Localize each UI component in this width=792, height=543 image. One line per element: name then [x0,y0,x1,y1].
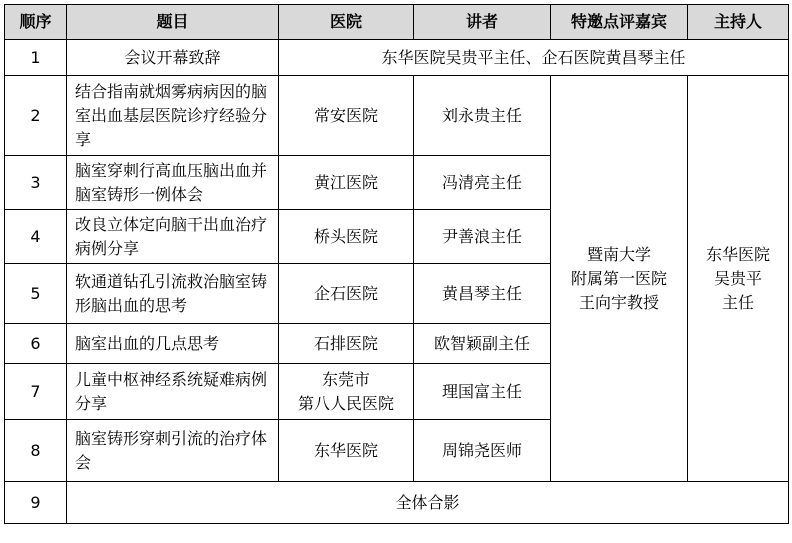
opening-speakers-cell: 东华医院吴贵平主任、企石医院黄昌琴主任 [279,40,789,76]
row-number: 7 [5,364,67,420]
row-number: 5 [5,264,67,324]
host-line: 东华医院 [705,244,770,264]
host-cell [688,76,789,482]
hospital-cell [279,364,414,420]
row-number: 6 [5,324,67,364]
hospital-line: 第八人民医院 [297,393,394,413]
speaker-cell: 尹善浪主任 [414,210,551,264]
topic-cell: 改良立体定向脑干出血治疗病例分享 [67,210,279,264]
hospital-cell: 石排医院 [279,324,414,364]
row-number: 8 [5,420,67,482]
row-number: 9 [5,482,67,524]
topic-cell: 脑室穿刺行高血压脑出血并脑室铸形一例体会 [67,156,279,210]
table-row [5,76,789,156]
hospital-cell: 桥头医院 [279,210,414,264]
header-speaker: 讲者 [414,5,551,40]
hospital-cell: 常安医院 [279,76,414,156]
topic-cell: 会议开幕致辞 [67,40,279,76]
row-number: 4 [5,210,67,264]
header-order: 顺序 [5,5,67,40]
guest-line: 暨南大学 [586,244,651,264]
header-guest: 特邀点评嘉宾 [551,5,688,40]
topic-cell: 脑室铸形穿刺引流的治疗体会 [67,420,279,482]
topic-cell: 脑室出血的几点思考 [67,324,279,364]
row-number: 3 [5,156,67,210]
host-line: 主任 [721,292,754,312]
topic-cell: 儿童中枢神经系统疑难病例分享 [67,364,279,420]
speaker-cell: 冯清亮主任 [414,156,551,210]
header-row [5,5,789,40]
topic-cell: 软通道钻孔引流救治脑室铸形脑出血的思考 [67,264,279,324]
hospital-cell: 东华医院 [279,420,414,482]
guest-line: 王向宇教授 [578,292,659,312]
schedule-table [4,4,789,524]
hospital-line: 东莞市 [321,369,370,389]
host-line: 吴贵平 [713,268,762,288]
hospital-cell: 黄江医院 [279,156,414,210]
guest-line: 附属第一医院 [570,268,667,288]
group-photo-cell: 全体合影 [67,482,789,524]
table-row [5,40,789,76]
row-number: 2 [5,76,67,156]
speaker-cell: 黄昌琴主任 [414,264,551,324]
topic-cell: 结合指南就烟雾病病因的脑室出血基层医院诊疗经验分享 [67,76,279,156]
header-hospital: 医院 [279,5,414,40]
speaker-cell: 理国富主任 [414,364,551,420]
header-host: 主持人 [688,5,789,40]
speaker-cell: 欧智颖副主任 [414,324,551,364]
guest-cell [551,76,688,482]
speaker-cell: 周锦尧医师 [414,420,551,482]
table-row [5,482,789,524]
speaker-cell: 刘永贵主任 [414,76,551,156]
row-number: 1 [5,40,67,76]
hospital-cell: 企石医院 [279,264,414,324]
header-topic: 题目 [67,5,279,40]
